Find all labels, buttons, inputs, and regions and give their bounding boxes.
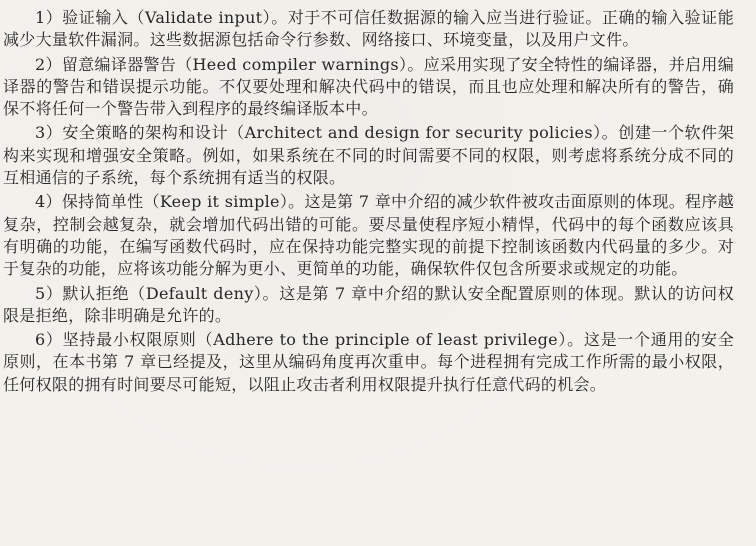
- paragraph-number: 6）: [35, 330, 63, 350]
- paragraph-keep-it-simple: [3, 191, 734, 280]
- paragraph-text: 留意编译器警告（Heed compiler warnings）。应采用实现了安全特性的编译器，并启用编译器的警告和错误提示功能。不仅要处理和解决代码中的错误，而且也应处理和解决所有的警告，确保不将任何一个警告带入到程序的最终编译版本中。: [3, 54, 735, 119]
- paragraph-validate-input: [3, 7, 734, 52]
- paragraph-text: 验证输入（Validate input）。对于不可信任数据源的输入应当进行验证。正确的输入验证能减少大量软件漏洞。这些数据源包括命令行参数、网络接口、环境变量，以及用户文件。: [3, 8, 734, 50]
- paragraph-text: 安全策略的架构和设计（Architect and design for security policies）。创建一个软件架构来实现和增强安全策略。例如，如果系统在不同的时间需要不同的权限，则考虑将系统分成不同的互相通信的子系统，每个系统拥有适当的权限。: [3, 123, 734, 188]
- paragraph-least-privilege: [3, 329, 734, 396]
- paragraph-default-deny: [3, 283, 734, 328]
- paragraph-number: 2）: [35, 54, 62, 74]
- paragraph-text: 默认拒绝（Default deny）。这是第 7 章中介绍的默认安全配置原则的体现。默认的访问权限是拒绝，除非明确是允许的。: [3, 283, 734, 325]
- paragraph-number: 1）: [35, 8, 63, 27]
- paragraph-number: 3）: [35, 123, 63, 143]
- paragraph-number: 4）: [35, 192, 62, 212]
- paragraph-number: 5）: [35, 283, 63, 303]
- paragraph-text: 坚持最小权限原则（Adhere to the principle of least privilege）。这是一个通用的安全原则，在本书第 7 章已经提及，这里从编码角度再次重申。每个进程拥有完成工作所需的最小权限，任何权限的拥有时间要尽可能短，以阻止攻击者利用权限提升执行任意代码的机会。: [3, 330, 734, 394]
- paragraph-heed-compiler-warnings: [3, 54, 734, 121]
- paragraph-text: 保持简单性（Keep it simple）。这是第 7 章中介绍的减少软件被攻击面原则的体现。程序越复杂，控制会越复杂，就会增加代码出错的可能。要尽量使程序短小精悍，代码中的每个函数应该具有明确的功能，在编写函数代码时，应在保持功能完整实现的前提下控制该函数内代码量的多少。对于复杂的功能，应将该功能分解为更小、更简单的功能，确保软件仅包含所要求或规定的功能。: [3, 192, 734, 279]
- paragraph-security-policies: [3, 122, 734, 189]
